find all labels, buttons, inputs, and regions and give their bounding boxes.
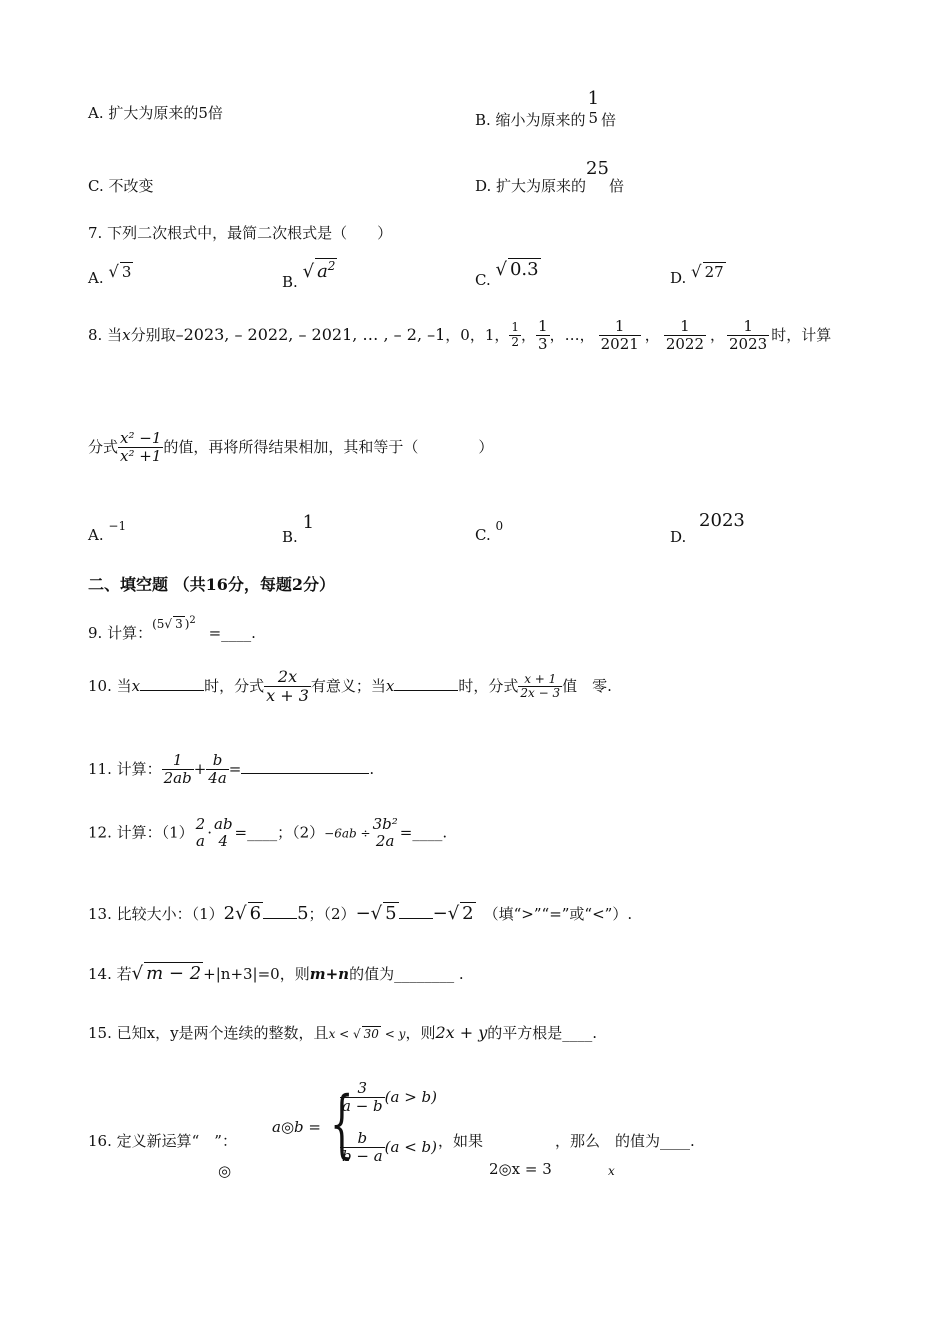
q8-line2-prefix: 分式 <box>88 437 119 456</box>
q12-fraction-2: ab 4 <box>214 815 233 851</box>
q8-sequence: –2023, – 2022, – 2021, … , – 2, –1 <box>175 324 446 344</box>
q8-frac-third: $\frac{1}{3}$ <box>538 317 548 354</box>
q6-b-suffix: 倍 <box>601 110 617 129</box>
q11: 11. 计算： $\frac{1}{2ab}$ + $\frac{b}{4a}$ = . <box>88 751 375 788</box>
q8-option-c: C. 0 <box>475 519 504 544</box>
q8-line1: 8. 当x分别取–2023, – 2022, – 2021, … , – 2, –1，0，1， $\frac{1}{2}$ ， $\frac{1}{3}$ ，…， $\frac{1}{2021}$ ， $\frac{1}{2022}$ ， $\frac{1}{2023}$ 时，计算 <box>88 317 832 354</box>
q8-c-value: 0 <box>495 519 504 533</box>
q10-fraction-2: $\frac{x + 1}{2x - 3}$ <box>520 671 561 701</box>
q7-option-d: D. √ 27 <box>670 262 724 287</box>
q8-tail: 时，计算 <box>771 325 832 344</box>
q6-option-b <box>475 76 617 129</box>
q11-fraction-2: $\frac{b}{4a}$ <box>208 751 227 788</box>
q16-prefix: 16. 定义新运算“ ”： <box>88 1132 237 1150</box>
q15: 15. 已知x，y是两个连续的整数，且x < √ 30 < y，则2x + y的平方根是____. <box>88 1023 598 1042</box>
q13: 13. 比较大小：（1）2√ 6 5；（2）−√ 5 −√ 2 （填“>”“=”或“<”）. <box>88 903 633 924</box>
q12-expr2: −6ab ÷ <box>324 826 371 841</box>
q11-fraction-1: $\frac{1}{2ab}$ <box>163 751 192 788</box>
q7-option-b: B. √ $a^2$ <box>282 259 336 291</box>
q10: 10. 当x 时，分式 $\frac{2x}{x + 3}$ 有意义；当x 时，分式 $\frac{x + 1}{2x - 3}$ 值 零. <box>88 667 612 706</box>
q15-inequality: x < √ 30 < y <box>328 1027 406 1041</box>
q8-frac-2022: $\frac{1}{2022}$ <box>665 317 704 354</box>
q16-lhs: a◎b = <box>272 1118 321 1136</box>
q6-option-c: C. 不改变 <box>88 177 154 195</box>
q6-b-prefix: B. 缩小为原来的 <box>475 110 586 129</box>
q16-case-2: $\frac{b}{b - a}$ (a < b) <box>342 1129 438 1166</box>
q8-line2-suffix: 的值，再将所得结果相加，其和等于（ ） <box>163 437 494 456</box>
q10-fraction-1: $\frac{2x}{x + 3}$ <box>266 667 309 706</box>
q8-option-a: A. −1 <box>88 519 127 544</box>
q9: 9. 计算：(5√ 3 )$^2$ =____. <box>88 615 256 642</box>
q6-d-suffix: 倍 <box>608 177 624 195</box>
q8-frac-2023: $\frac{1}{2023}$ <box>729 317 768 354</box>
q8-d-value: 2023 <box>699 510 745 531</box>
q7-c-label: C. <box>475 271 491 289</box>
q6-option-a: A. 扩大为原来的5倍 <box>88 104 223 122</box>
q9-expression: (5√ 3 )$^2$ <box>152 615 196 631</box>
q12-fraction-1: 2 a <box>195 815 206 851</box>
q7-b-radicand: $a^2$ <box>317 259 336 282</box>
q16-brace: { <box>330 1081 354 1167</box>
q13-expr-2-right: −√ 2 <box>432 903 474 924</box>
q16-condition: 2◎x = 3 <box>489 1160 552 1178</box>
q8-prefix: 8. 当 <box>88 325 123 344</box>
q8-option-d: D. 2023 <box>670 510 745 546</box>
q6-option-d <box>475 158 624 195</box>
q6-b-frac-num: 1 <box>587 88 600 109</box>
q7-a-radicand: 3 <box>121 263 132 281</box>
q6-b-frac-den: 5 <box>588 108 599 127</box>
q7-d-label: D. <box>670 269 687 287</box>
q15-expression: 2x + y <box>435 1023 488 1042</box>
q8-frac-half: $\frac{1}{2}$ <box>511 320 520 350</box>
q8-after-seq: ，0，1， <box>445 325 510 344</box>
q7-b-label: B. <box>282 273 298 291</box>
q12-fraction-3: 3b² 2a <box>372 815 398 851</box>
q13-expr-1: 2√ 6 <box>223 903 262 924</box>
q8-var: x <box>122 325 131 344</box>
q7-c-radicand: 0.3 <box>509 259 539 280</box>
q14-radicand: m − 2 <box>146 963 202 984</box>
q6-d-prefix: D. 扩大为原来的 <box>475 177 587 195</box>
q7-a-label: A. <box>88 269 104 287</box>
q7-stem: 7. 下列二次根式中，最简二次根式是（ ） <box>88 224 393 242</box>
q7-option-c: C. √ 0.3 <box>475 259 539 289</box>
q13-expr-2-left: −√ 5 <box>355 903 397 924</box>
q6-d-value: 25 <box>586 158 609 179</box>
section-2-title: 二、填空题 （共16分，每题2分） <box>88 575 335 594</box>
q8-middle: 分别取 <box>130 325 176 344</box>
q8-expression: $\frac{\text{x² −1}}{\text{x² +1}}$ <box>120 429 162 466</box>
q16-op-symbol: ◎ <box>218 1162 232 1180</box>
q16-then: ，那么 的值为____. <box>555 1132 695 1150</box>
q8-frac-2021: $\frac{1}{2021}$ <box>600 317 639 354</box>
q12: 12. 计算：（1） 2 a · ab 4 =____；（2）−6ab ÷ 3b² 2a =____. <box>88 815 448 851</box>
q8-a-value: −1 <box>108 519 127 533</box>
q6-b-fraction <box>586 89 601 127</box>
q8-option-b: B. 1 <box>282 512 315 546</box>
q16-case-1: $\frac{3}{a - b}$ (a > b) <box>342 1079 438 1116</box>
q7-d-radicand: 27 <box>704 263 724 281</box>
q8-ellipsis: ，…， <box>549 325 595 344</box>
q8-line2 <box>88 430 493 466</box>
q14: 14. 若√ m − 2 +|n+3|=0，则m+n的值为________ . <box>88 963 464 984</box>
q16-var: x <box>608 1164 615 1178</box>
q16-mid: ，如果 <box>438 1132 484 1150</box>
q8-b-value: 1 <box>302 512 315 533</box>
q7-option-a: A. √ 3 <box>88 262 132 287</box>
